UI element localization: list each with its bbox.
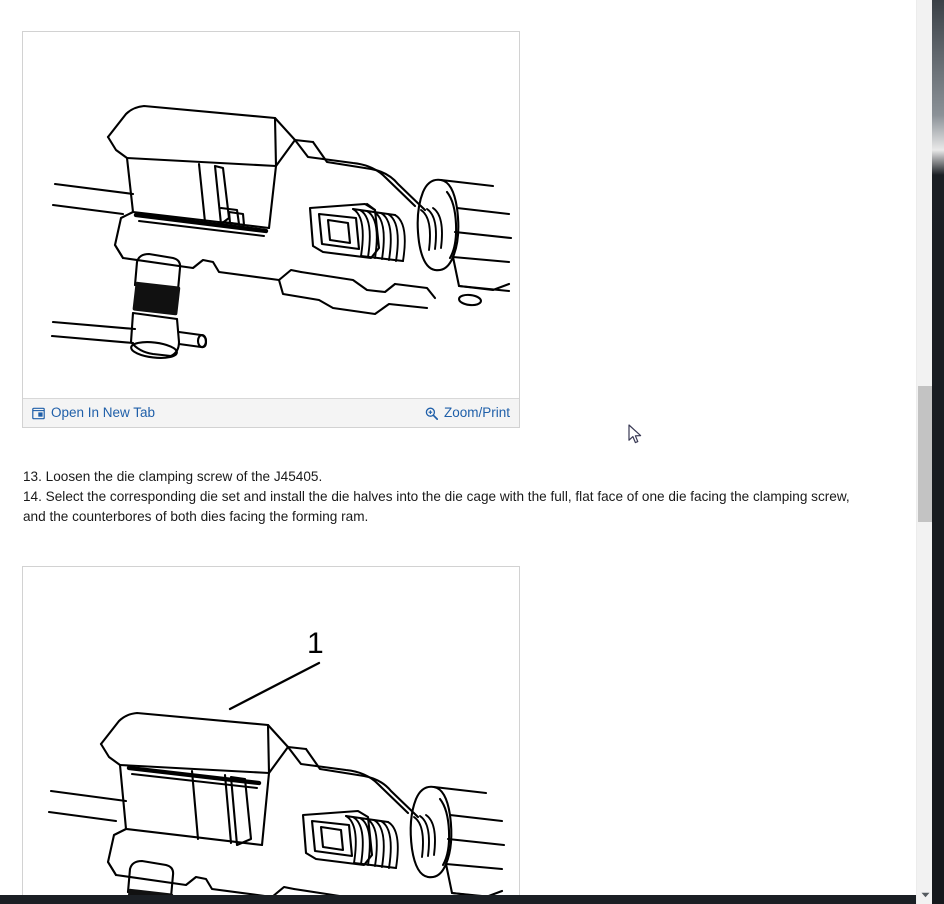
figure-toolbar-1	[23, 398, 519, 427]
window-bottom-edge	[0, 895, 916, 904]
instruction-step-14-line-2: and the counterbores of both dies facing the forming ram.	[23, 509, 369, 524]
chevron-down-icon	[921, 892, 930, 898]
figure-image-1[interactable]	[23, 32, 519, 398]
instruction-step-14-line-1: 14. Select the corresponding die set and install the die halves into the die cage with the full, flat face of one die facing the clamping screw,	[23, 489, 850, 504]
instruction-step-13: 13. Loosen the die clamping screw of the J45405.	[23, 469, 323, 484]
technical-line-drawing-2	[23, 567, 519, 904]
instruction-steps	[23, 467, 889, 527]
new-tab-icon	[32, 407, 45, 420]
figure-image-2[interactable]	[23, 567, 519, 904]
scrollbar-down-button[interactable]	[917, 886, 933, 904]
vertical-scrollbar[interactable]	[916, 0, 932, 904]
technical-line-drawing-1	[23, 32, 519, 398]
zoom-print-label: Zoom/Print	[443, 405, 510, 421]
figure-card-1	[22, 31, 520, 428]
zoom-print-button[interactable]	[425, 406, 510, 420]
figure-callout-1: 1	[307, 627, 324, 660]
open-in-new-tab-label: Open In New Tab	[51, 405, 156, 421]
magnifier-plus-icon	[425, 407, 438, 420]
scrollbar-thumb[interactable]	[918, 386, 932, 522]
window-right-edge	[932, 0, 944, 904]
figure-card-2	[22, 566, 520, 904]
open-in-new-tab-button[interactable]	[32, 406, 155, 420]
